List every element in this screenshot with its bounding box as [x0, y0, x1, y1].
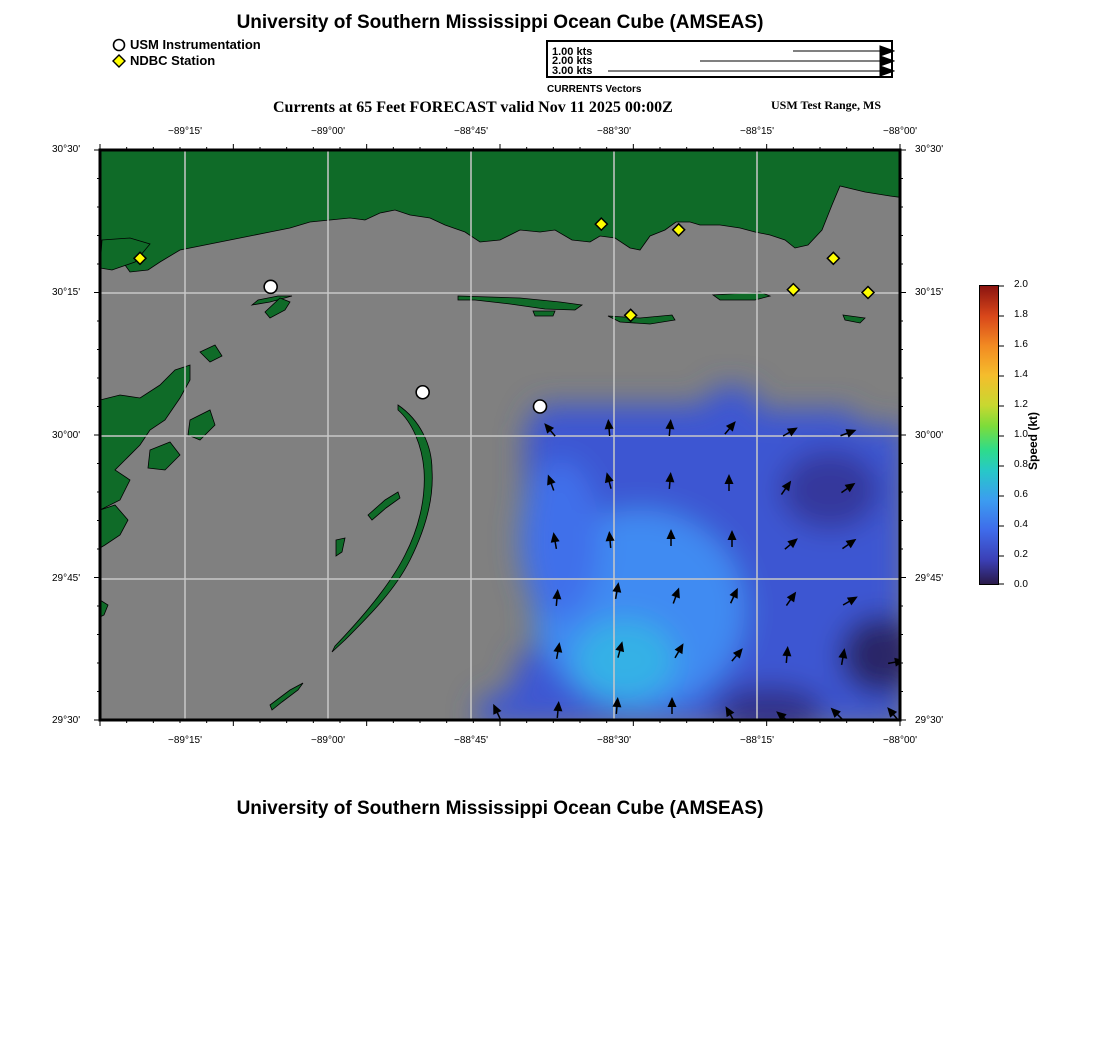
bottom-lon-label-1: −89°15' [168, 735, 202, 746]
colorbar-label-10: 2.0 [1014, 279, 1028, 290]
colorbar-label-7: 1.4 [1014, 369, 1028, 380]
colorbar-tickmarks [999, 285, 1007, 587]
bottom-lon-label-4: −88°30' [597, 735, 631, 746]
usm-station-marker [416, 386, 429, 399]
usm-station-marker [534, 400, 547, 413]
right-lat-label-4: 29°45' [915, 573, 944, 584]
right-lat-label-1: 30°30' [915, 144, 944, 155]
left-lat-label-3: 30°00' [52, 430, 81, 441]
colorbar-label-9: 1.8 [1014, 309, 1028, 320]
bottom-lon-label-2: −89°00' [311, 735, 345, 746]
vector-caption: CURRENTS Vectors [547, 84, 642, 95]
footer-title: University of Southern Mississippi Ocean Cube (AMSEAS) [236, 798, 764, 819]
right-lat-label-5: 29°30' [915, 715, 944, 726]
top-lon-label-1: −89°15' [168, 126, 202, 137]
bottom-lon-label-6: −88°00' [883, 735, 917, 746]
colorbar-label-6: 1.2 [1014, 399, 1028, 410]
colorbar-label-3: 0.6 [1014, 489, 1028, 500]
bottom-lon-label-5: −88°15' [740, 735, 774, 746]
map-subtitle: Currents at 65 Feet FORECAST valid Nov 11 2025 00:00Z [273, 99, 673, 116]
page-title: University of Southern Mississippi Ocean Cube (AMSEAS) [236, 12, 764, 33]
legend-usm-label: USM Instrumentation [130, 37, 261, 52]
usm-station-marker [264, 280, 277, 293]
left-lat-label-4: 29°45' [52, 573, 81, 584]
speed-colorbar [979, 285, 999, 585]
bottom-lon-label-3: −88°45' [454, 735, 488, 746]
top-lon-label-4: −88°30' [597, 126, 631, 137]
legend-ndbc-label: NDBC Station [130, 53, 216, 68]
petit-bois-island [533, 311, 555, 316]
top-lon-label-3: −88°45' [454, 126, 488, 137]
top-lon-label-5: −88°15' [740, 126, 774, 137]
left-lat-label-1: 30°30' [52, 144, 81, 155]
vector-key-label-3: 3.00 kts [552, 65, 593, 77]
left-lat-label-2: 30°15' [52, 287, 81, 298]
vector-key-label-1: 1.00 kts [552, 46, 593, 58]
colorbar-label-2: 0.4 [1014, 519, 1028, 530]
colorbar-label-5: 1.0 [1014, 429, 1028, 440]
right-lat-label-3: 30°00' [915, 430, 944, 441]
range-label: USM Test Range, MS [771, 98, 882, 112]
vector-key-label-2: 2.00 kts [552, 55, 593, 67]
top-lon-label-6: −88°00' [883, 126, 917, 137]
colorbar-label-8: 1.6 [1014, 339, 1028, 350]
colorbar-label-4: 0.8 [1014, 459, 1028, 470]
colorbar-label-0: 0.0 [1014, 579, 1028, 590]
left-lat-label-5: 29°30' [52, 715, 81, 726]
colorbar-label-1: 0.2 [1014, 549, 1028, 560]
right-lat-label-2: 30°15' [915, 287, 944, 298]
colorbar-title: Speed (kt) [1026, 411, 1040, 470]
speed-field [475, 385, 920, 735]
top-lon-label-2: −89°00' [311, 126, 345, 137]
